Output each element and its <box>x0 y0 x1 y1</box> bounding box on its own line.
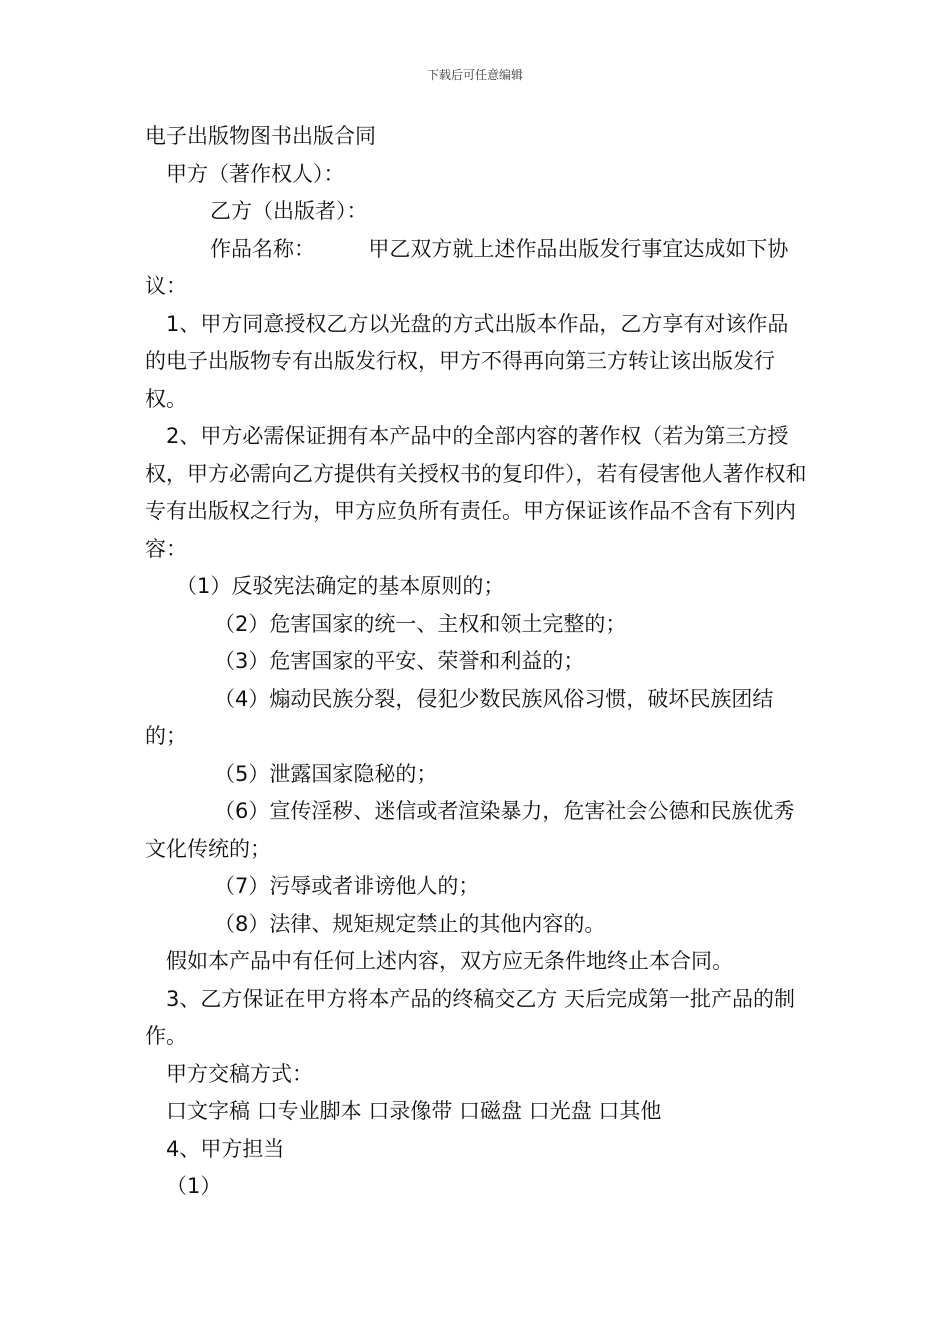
prohibited-item-4: （4）煽动民族分裂，侵犯少数民族风俗习惯，破坏民族团结的； <box>145 686 774 748</box>
prohibited-item-6: （6）宣传淫秽、迷信或者渲染暴力，危害社会公德和民族优秀文化传统的； <box>145 799 795 861</box>
page-header: 下载后可任意编辑 <box>426 68 523 82</box>
clause-3: 3、乙方保证在甲方将本产品的终稿交乙方 天后完成第一批产品的制作。 <box>145 986 796 1048</box>
prohibited-item-3: （3）危害国家的平安、荣誉和利益的； <box>214 649 585 673</box>
party-a-line: 甲方（著作权人）： <box>166 161 345 186</box>
prohibited-item-2: （2）危害国家的统一、主权和领土完整的； <box>214 611 627 636</box>
clause-4: 4、甲方担当 <box>166 1136 285 1161</box>
delivery-method-options: 口文字稿 口专业脚本 口录像带 口磁盘 口光盘 口其他 <box>166 1099 662 1123</box>
prohibited-item-5: （5）泄露国家隐秘的； <box>214 761 438 786</box>
document-body <box>145 118 807 1206</box>
termination-clause: 假如本产品中有任何上述内容，双方应无条件地终止本合同。 <box>166 949 733 973</box>
document-title: 电子出版物图书出版合同 <box>145 124 376 148</box>
prohibited-item-1: （1）反驳宪法确定的基本原则的； <box>176 574 505 598</box>
party-b-line: 乙方（出版者）： <box>210 199 368 223</box>
clause-1: 1、甲方同意授权乙方以光盘的方式出版本作品，乙方享有对该作品的电子出版物专有出版发行权，甲方不得再向第三方转让该出版发行权。 <box>145 311 789 411</box>
prohibited-item-7: （7）污辱或者诽谤他人的； <box>214 874 480 898</box>
clause-4-item-1: （1） <box>166 1174 222 1198</box>
work-name-line: 作品名称： 甲乙双方就上述作品出版发行事宜达成如下协议： <box>145 236 789 298</box>
delivery-method-label: 甲方交稿方式： <box>166 1061 313 1086</box>
clause-2: 2、甲方必需保证拥有本产品中的全部内容的著作权（若为第三方授权，甲方必需向乙方提供有关授权书的复印件），若有侵害他人著作权和专有出版权之行为，甲方应负所有责任。甲方保证该作品不含有下列内容： <box>145 424 807 561</box>
prohibited-item-8: （8）法律、规矩规定禁止的其他内容的。 <box>214 911 606 936</box>
